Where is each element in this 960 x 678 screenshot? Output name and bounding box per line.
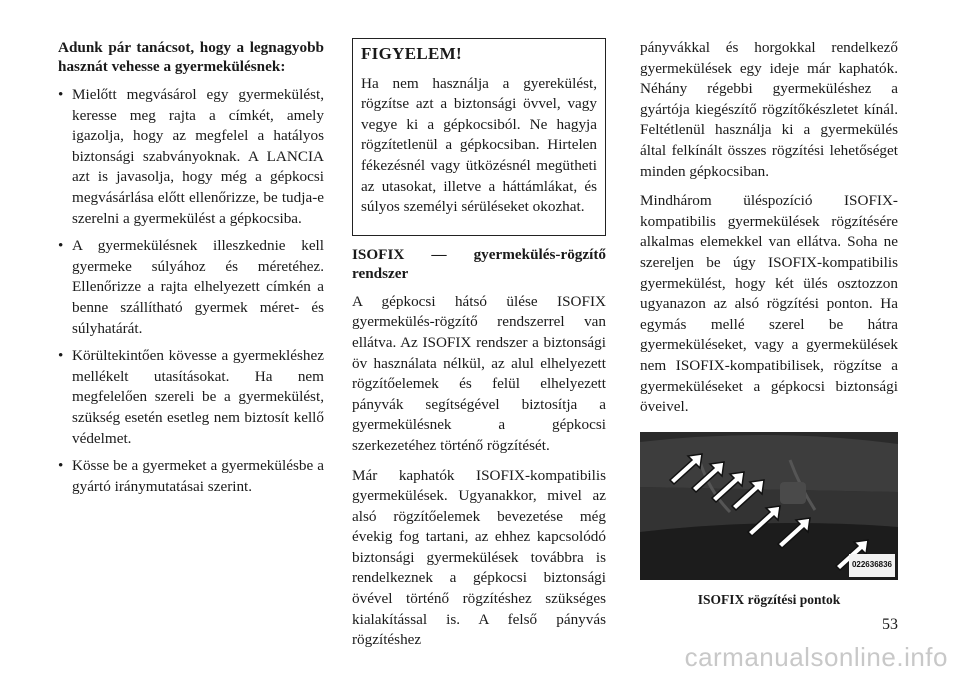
watermark: carmanualsonline.info <box>684 642 948 672</box>
paragraph: A gépkocsi hátsó ülése ISOFIX gyermekülés-rögzítő rendszerrel van ellátva. Az ISOFIX rendszer a biztonsági öv használata nélkül, az alul elhelyezett rögzítőelemek és felül elhelyezett pányvák segítségével biztosítja a gyermekülésnek a gépkocsi szerkezetéhez történő rögzítését. <box>352 292 606 454</box>
warning-title: FIGYELEM! <box>361 44 462 63</box>
paragraph: pányvákkal és horgokkal rendelkező gyermekülések egy ideje már kaphatók. Néhány régebbi gyermeküléshez a gyártója kiegészítő rögzítőkészletet kínál. Feltétlenül használja ki a gyermekülés által felkínált összes rögzítési lehetőséget minden gépkocsiban. <box>640 39 898 180</box>
photo-caption: ISOFIX rögzítési pontok <box>697 591 841 607</box>
warning-text: Ha nem használja a gyerekülést, rögzítse azt a biztonsági övvel, vagy vegye ki a gépkocsiból. Ne hagyja rögzítetlenül a gépkocsiban. Hirtelen fékezésnél vagy ütközésnél megütheti az utasokat, illetve a háttámlákat, és súlyos személyi sérüléseket okozhat. <box>361 74 597 216</box>
paragraph: Mindhárom üléspozíció ISOFIX-kompatibilis gyermekülések rögzítésére alkalmas elemekkel van ellátva. Soha ne szereljen be úgy ISOFIX-kompatibilis gyermekülést, hogy két ülés osztozzon ugyanazon az alsó rögzítési ponton. Ha egymás mellé szerel be hátra gyermeküléseket, vagy a gyermekülések nem ISOFIX-kompatibilisek, rögzítse a gyermeküléseket a gépkocsi biztonsági öveivel. <box>640 192 898 416</box>
photo-code: 022636836 <box>849 554 895 577</box>
isofix-photo <box>640 432 898 580</box>
left-column <box>58 38 324 504</box>
middle-column <box>352 38 606 660</box>
page-number: 53 <box>882 616 898 633</box>
list-item: • A gyermekülésnek illeszkednie kell gyermeke súlyához és méretéhez. Ellenőrizze a rajta elhelyezett címkén a benne szállítható gyermek méret- és súlyhatárát. <box>58 236 324 339</box>
list-item: • Körültekintően kövesse a gyermekléshez mellékelt utasításokat. Ha nem megfelelően szereli be a gyermekülést, szükség esetén esetleg nem biztosít kellő védelmet. <box>58 346 324 449</box>
warning-box <box>352 38 606 236</box>
list-item: • Mielőtt megvásárol egy gyermekülést, keresse meg rajta a címkét, amely igazolja, hogy az megfelel a hatályos biztonsági szabványoknak. A LANCIA azt is javasolja, hogy még a gépkocsi megvásárlása előtt ellenőrizze, be tudja-e szerelni a gyermekülést a gépkocsiba. <box>58 85 324 229</box>
isofix-heading: ISOFIX — gyermekülés-rögzítő rendszer <box>352 245 606 282</box>
right-column <box>640 38 898 610</box>
list-item: • Kösse be a gyermeket a gyermekülésbe a gyártó iránymutatásai szerint. <box>58 456 324 497</box>
tips-heading: Adunk pár tanácsot, hogy a legnagyobb hasznát vehesse a gyermekülésnek: <box>58 39 324 75</box>
paragraph: Már kaphatók ISOFIX-kompatibilis gyermekülések. Ugyanakkor, mivel az alsó rögzítőelemek bevezetése még évekig fog tartani, az ehhez kapcsolódó biztonsági gyermekülések továbbra is rendelkeznek a gépkocsi biztonsági övével történő rögzítéshez szükséges kialakítással is. A felső pányvás rögzítéshez <box>352 466 606 649</box>
tips-list <box>58 85 324 497</box>
